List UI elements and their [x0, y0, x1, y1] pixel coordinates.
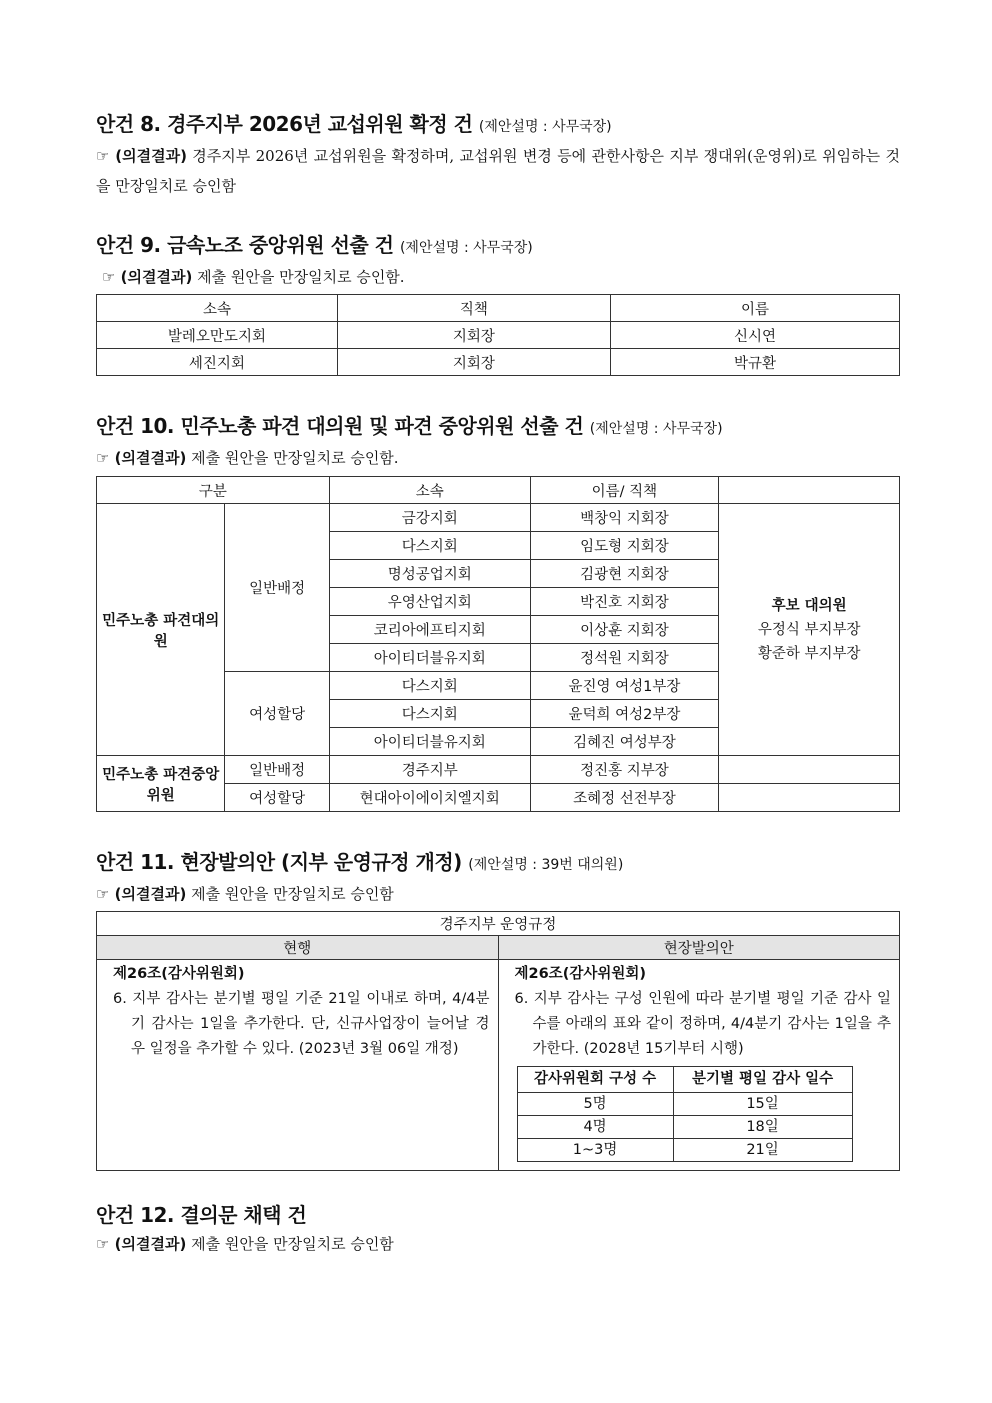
table-cell: 아이티더블유지회: [329, 644, 530, 672]
rule-text: 6. 지부 감사는 구성 인원에 따라 분기별 평일 기준 감사 일수를 아래의 표와 같이 정하며, 4/4분기 감사는 1일을 추가한다. (2028년 15기부터 시행): [514, 991, 891, 1057]
table-row: [97, 322, 900, 349]
decision-result: [96, 141, 900, 201]
table-header: 소속: [97, 295, 338, 322]
central-committee-table: [96, 294, 900, 376]
agenda-item-8: [96, 110, 900, 201]
table-cell: 경주지부: [329, 756, 530, 784]
decision-text: 제출 원안을 만장일치로 승인함: [191, 1235, 394, 1253]
proposer-note: (제안설명 : 사무국장): [399, 240, 533, 256]
delegates-table: [96, 476, 900, 812]
table-cell: 세진지회: [97, 349, 338, 376]
table-title: 경주지부 운영규정: [97, 912, 900, 936]
table-row: [97, 349, 900, 376]
agenda-title: [96, 231, 900, 262]
table-title-row: [97, 912, 900, 936]
article-heading: 제26조(감사위원회): [113, 966, 245, 982]
table-row: [517, 1139, 852, 1162]
decision-result: [96, 1229, 900, 1259]
table-row: [517, 1093, 852, 1116]
agenda-title-text: 안건 11. 현장발의안 (지부 운영규정 개정): [96, 850, 462, 874]
rule-text: 6. 지부 감사는 분기별 평일 기준 21일 이내로 하며, 4/4분기 감사는 1일을 추가한다. 단, 신규사업장이 늘어날 경우 일정을 추가할 수 있다. (2023년 3월 06일 개정): [113, 991, 490, 1057]
table-cell: 다스지회: [329, 532, 530, 560]
table-cell: 지회장: [337, 349, 610, 376]
table-cell: 5명: [517, 1093, 673, 1116]
decision-text: 경주지부 2026년 교섭위원을 확정하며, 교섭위원 변경 등에 관한사항은 지부 쟁대위(운영위)로 위임하는 것을 만장일치로 승인함: [96, 147, 900, 195]
table-cell: 금강지회: [329, 504, 530, 532]
table-row: [97, 960, 900, 1171]
table-cell: 4명: [517, 1116, 673, 1139]
agenda-title-text: 안건 8. 경주지부 2026년 교섭위원 확정 건: [96, 112, 473, 136]
decision-label: ☞ (의결결과): [96, 1235, 187, 1253]
agenda-item-12: [96, 1201, 900, 1259]
table-row: [97, 756, 900, 784]
table-row: [97, 504, 900, 532]
proposer-note: (제안설명 : 39번 대의원): [468, 857, 624, 873]
table-header: 이름: [610, 295, 899, 322]
table-cell: 박규환: [610, 349, 899, 376]
table-cell: 현대아이에이치엘지회: [329, 784, 530, 812]
category-cell: 여성할당: [225, 784, 329, 812]
table-cell: 다스지회: [329, 672, 530, 700]
table-cell: 발레오만도지회: [97, 322, 338, 349]
table-cell: 명성공업지회: [329, 560, 530, 588]
decision-label: ☞ (의결결과): [96, 885, 187, 903]
article-heading: 제26조(감사위원회): [514, 966, 646, 982]
table-cell: 백창익 지회장: [530, 504, 719, 532]
agenda-item-10: [96, 412, 900, 812]
table-cell: 이상훈 지회장: [530, 616, 719, 644]
decision-text: 제출 원안을 만장일치로 승인함.: [191, 449, 399, 467]
decision-label: ☞ (의결결과): [102, 268, 193, 286]
decision-label: ☞ (의결결과): [96, 449, 187, 467]
group-cell: 민주노총 파견중앙위원: [97, 756, 225, 812]
agenda-title-text: 안건 9. 금속노조 중앙위원 선출 건: [96, 233, 394, 257]
agenda-item-11: [96, 848, 900, 1171]
decision-result: [96, 879, 900, 909]
table-cell: 다스지회: [329, 700, 530, 728]
table-cell: 1~3명: [517, 1139, 673, 1162]
table-header: 직책: [337, 295, 610, 322]
table-header: 구분: [97, 477, 330, 504]
agenda-item-9: [96, 231, 900, 376]
decision-label: ☞ (의결결과): [96, 147, 187, 165]
table-cell: [719, 784, 900, 812]
decision-text: 제출 원안을 만장일치로 승인함.: [197, 268, 405, 286]
agenda-title: [96, 110, 900, 141]
proposal-rule-cell: [498, 960, 900, 1171]
category-cell: 일반배정: [225, 756, 329, 784]
table-header: [719, 477, 900, 504]
table-cell: 정진홍 지부장: [530, 756, 719, 784]
document-page: [96, 110, 900, 1281]
agenda-title: [96, 412, 900, 443]
table-cell: 김혜진 여성부장: [530, 728, 719, 756]
table-cell: 코리아에프티지회: [329, 616, 530, 644]
agenda-title: 안건 12. 결의문 채택 건: [96, 1203, 307, 1227]
decision-text: 제출 원안을 만장일치로 승인함: [191, 885, 394, 903]
table-cell: [719, 756, 900, 784]
table-cell: 아이티더블유지회: [329, 728, 530, 756]
alternates-cell: [719, 504, 900, 756]
table-header-row: [97, 936, 900, 960]
proposer-note: (제안설명 : 사무국장): [478, 119, 612, 135]
agenda-title: [96, 848, 900, 879]
table-header-row: [97, 477, 900, 504]
table-header: 분기별 평일 감사 일수: [673, 1067, 852, 1093]
alternate-name: 우정식 부지부장: [757, 621, 861, 638]
table-cell: 정석원 지회장: [530, 644, 719, 672]
category-cell: 여성할당: [225, 672, 329, 756]
table-header: 감사위원회 구성 수: [517, 1067, 673, 1093]
audit-days-table: [517, 1066, 853, 1162]
decision-result: [96, 262, 900, 292]
alternate-name: 황준하 부지부장: [757, 645, 861, 662]
regulation-comparison-table: [96, 911, 900, 1171]
table-header-row: [97, 295, 900, 322]
category-cell: 일반배정: [225, 504, 329, 672]
table-header: 현행: [97, 936, 499, 960]
agenda-title-text: 안건 10. 민주노총 파견 대의원 및 파견 중앙위원 선출 건: [96, 414, 584, 438]
current-rule-cell: [97, 960, 499, 1171]
table-cell: 18일: [673, 1116, 852, 1139]
table-cell: 조혜정 선전부장: [530, 784, 719, 812]
table-cell: 15일: [673, 1093, 852, 1116]
table-cell: 임도형 지회장: [530, 532, 719, 560]
alternates-title: 후보 대의원: [771, 597, 847, 614]
table-cell: 신시연: [610, 322, 899, 349]
table-header: 현장발의안: [498, 936, 900, 960]
table-header: 소속: [329, 477, 530, 504]
decision-result: [96, 443, 900, 473]
table-cell: 윤덕희 여성2부장: [530, 700, 719, 728]
table-cell: 윤진영 여성1부장: [530, 672, 719, 700]
table-cell: 우영산업지회: [329, 588, 530, 616]
table-header-row: [517, 1067, 852, 1093]
table-header: 이름/ 직책: [530, 477, 719, 504]
table-cell: 지회장: [337, 322, 610, 349]
group-cell: 민주노총 파견대의원: [97, 504, 225, 756]
proposer-note: (제안설명 : 사무국장): [589, 421, 723, 437]
table-row: [517, 1116, 852, 1139]
table-cell: 김광현 지회장: [530, 560, 719, 588]
table-cell: 박진호 지회장: [530, 588, 719, 616]
table-cell: 21일: [673, 1139, 852, 1162]
